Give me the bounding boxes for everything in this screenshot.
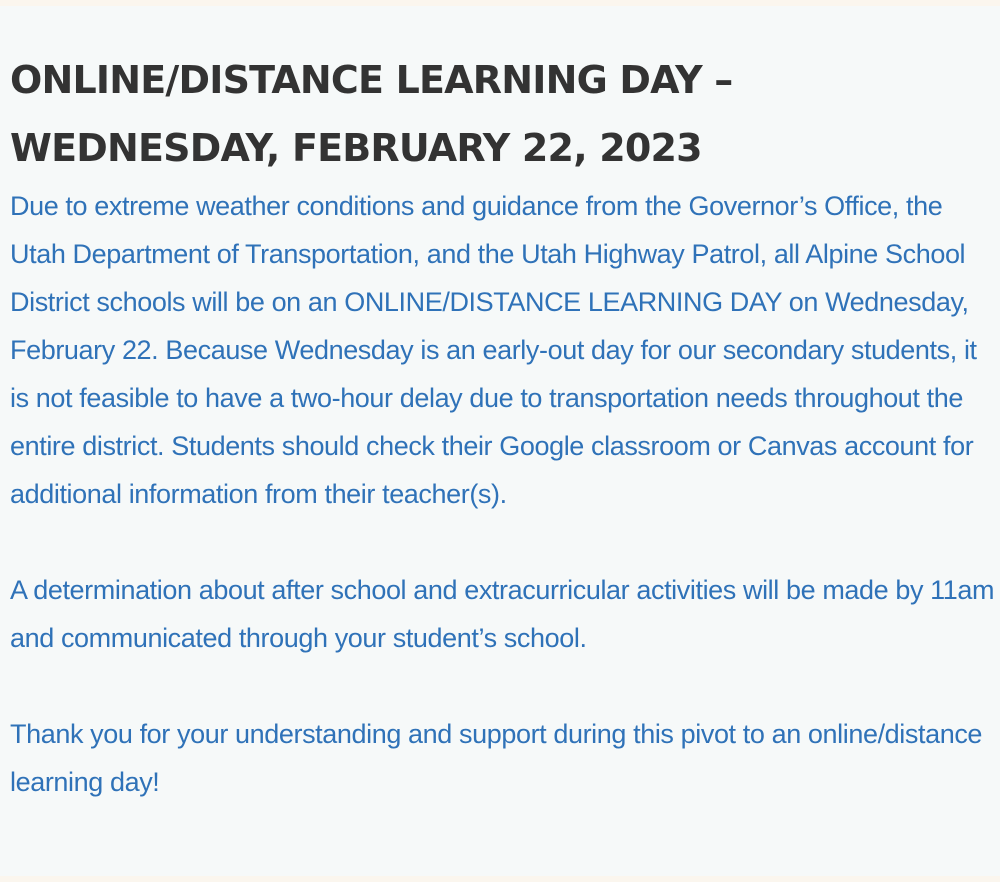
announcement-title-line-2: WEDNESDAY, FEBRUARY 22, 2023 bbox=[10, 126, 702, 170]
announcement-title-line-1: ONLINE/DISTANCE LEARNING DAY – bbox=[10, 58, 733, 102]
announcement-paragraph-activities: A determination about after school and extracurricular activities will be made by 11am and communicated through your student’s school. bbox=[10, 575, 995, 653]
announcement-body bbox=[10, 182, 995, 806]
paragraph-spacer bbox=[10, 518, 995, 566]
announcement-paragraph-closure: Due to extreme weather conditions and guidance from the Governor’s Office, the Utah Department of Transportation, and the Utah Highway Patrol, all Alpine School District schools will be on an ONLINE/DISTANCE LEARNING DAY on Wednesday, February 22. Because Wednesday is an early-out day for our secondary students, it is not feasible to have a two-hour delay due to transportation needs throughout the entire district. Students should check their Google classroom or Canvas account for additional information from their teacher(s). bbox=[10, 191, 977, 509]
announcement-title bbox=[10, 46, 970, 182]
announcement-panel bbox=[0, 6, 1000, 876]
paragraph-spacer bbox=[10, 662, 995, 710]
announcement-paragraph-thanks: Thank you for your understanding and support during this pivot to an online/distance learning day! bbox=[10, 719, 983, 797]
